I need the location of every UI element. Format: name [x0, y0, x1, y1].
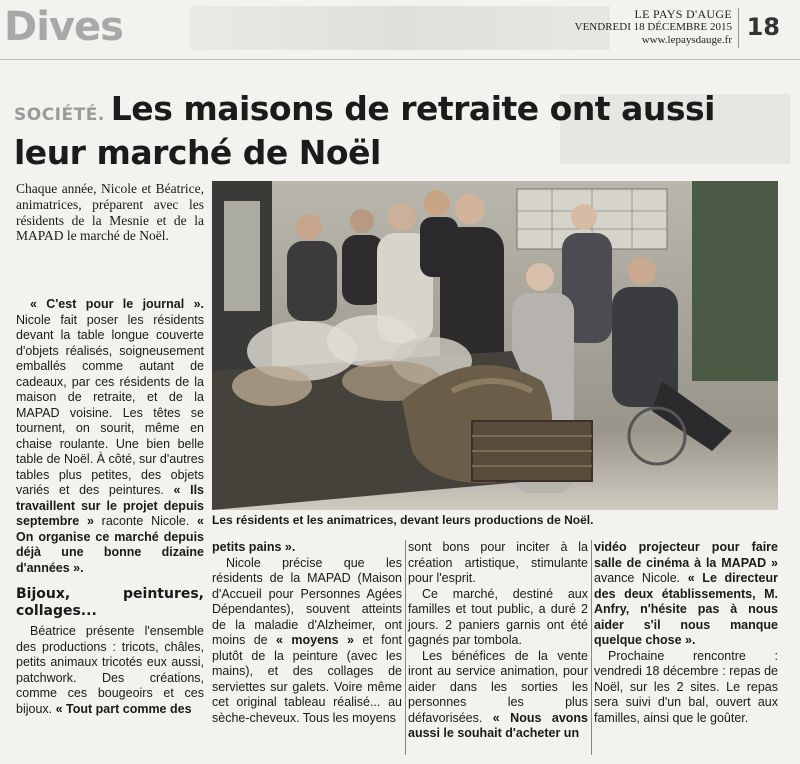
column-1 [16, 297, 204, 717]
quote: « On organise ce marché depuis déjà une bonne dizaine d'années ». [16, 514, 204, 575]
headline-block [14, 90, 794, 172]
bleed-through-shade [190, 6, 610, 50]
column-2 [212, 540, 402, 726]
paragraph: Ce marché, destiné aux familles et tout public, a duré 2 jours. 2 paniers garnis ont été gagnés par tombola. [408, 586, 588, 647]
quote: « C'est pour le journal ». [30, 297, 204, 311]
chapo: Chaque année, Nicole et Béatrice, animatrices, préparent avec les résidents de la Mesnie et de la MAPAD le marché de Noël. [16, 181, 204, 244]
kicker: SOCIÉTÉ. [14, 105, 105, 125]
quote: « Nous avons aussi le souhait d'acheter un [408, 710, 588, 740]
paragraph [212, 556, 402, 727]
paper-name: LE PAYS D'AUGE [634, 7, 732, 21]
paragraph: sont bons pour inciter à la création artistique, stimulante pour l'esprit. [408, 540, 588, 585]
text: et font plutôt de la peinture (avec les mains), et des collages de serviettes sur galets. Voire même cet original tableau réalisé... au sèche-cheveux. Tous les moyens [212, 633, 402, 725]
text: raconte Nicole. [93, 514, 198, 528]
paragraph [212, 540, 402, 556]
section-name: Dives [4, 4, 123, 50]
text: Nicole précise que les résidents de la MAPAD (Maison d'Accueil pour Personnes Agées Dépendantes), souvent atteints de la maladie d'Alzheimer, ont moins de [212, 555, 402, 647]
column-3 [408, 540, 588, 742]
column-divider [591, 540, 592, 755]
headline-text: Les maisons de retraite ont aussi leur marché de Noël [14, 89, 715, 172]
masthead [0, 0, 800, 60]
quote: « moyens » [276, 633, 354, 647]
paragraph [16, 624, 204, 717]
website: www.lepaysdauge.fr [641, 34, 732, 46]
article-photo [212, 181, 778, 510]
page-number: 18 [738, 8, 780, 48]
quote: « Le directeur des deux établissements, M. Anfry, n'hésite pas à nous aider s'il nous manque quelque chose ». [594, 571, 778, 647]
paragraph [594, 540, 778, 649]
text: Béatrice présente l'ensemble des productions : tricots, châles, petits animaux tricotés eux aussi, patchwork. Des créations, comme ces bougeoirs et ces bijoux. [16, 624, 204, 716]
column-4 [594, 540, 778, 726]
photo-caption: Les résidents et les animatrices, devant leurs productions de Noël. [212, 513, 594, 527]
column-divider [405, 540, 406, 755]
paragraph [16, 297, 204, 576]
photo-illustration [212, 181, 778, 510]
subheading: Bijoux, peintures, collages... [16, 586, 204, 619]
quote: vidéo projecteur pour faire salle de cinéma à la MAPAD » [594, 540, 778, 570]
paragraph [408, 649, 588, 742]
quote: « Ils travaillent sur le projet depuis septembre » [16, 483, 204, 528]
text: Les bénéfices de la vente iront au service animation, pour aider dans les sorties les personnes les plus défavorisées. [408, 648, 588, 725]
paper-meta [575, 8, 732, 47]
issue-date: VENDREDI 18 DÉCEMBRE 2015 [574, 21, 732, 33]
text: Nicole fait poser les résidents devant la table longue couverte d'objets réalisés, soigneusement emballés comme autant de cadeaux, par ces résidents de la maison de retraite, et de la MAPAD voisine. Les têtes se tournent, on sourit, même en chaise roulante. Une bien belle table de Noël. À côté, sur d'autres tables plus petites, des objets variés et des peintures. [16, 312, 204, 497]
paragraph: Prochaine rencontre : vendredi 18 décembre : repas de Noël, sur les 2 sites. Le repas sera suivi d'un bal, ouvert aux familles, ainsi que le goûter. [594, 648, 778, 725]
headline [14, 90, 794, 172]
quote: « Tout part comme des [55, 701, 192, 716]
quote: petits pains ». [212, 540, 296, 554]
text: avance Nicole. [594, 571, 688, 585]
